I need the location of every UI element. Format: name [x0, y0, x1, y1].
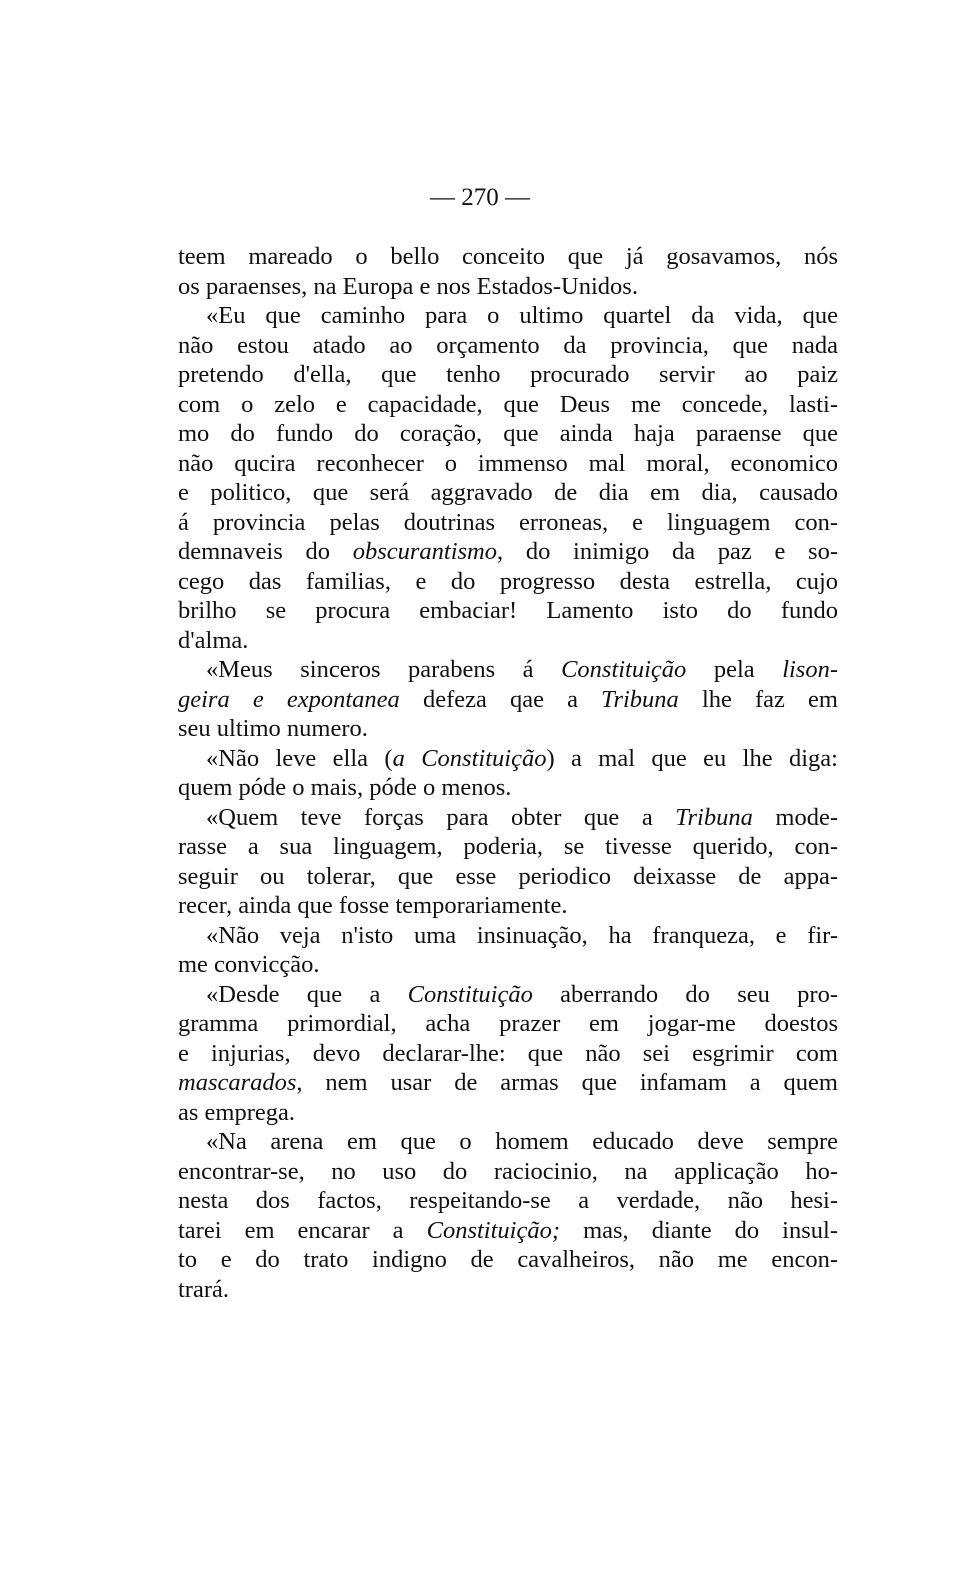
text-line	[178, 980, 838, 1010]
text-segment: pretendo d'ella, que tenho procurado servir ao paiz	[178, 361, 838, 388]
text-segment: quem póde o mais, póde o menos.	[178, 774, 512, 801]
text-segment: demnaveis do	[178, 538, 353, 565]
text-line	[178, 419, 838, 449]
text-line	[178, 567, 838, 597]
text-line	[178, 1098, 838, 1128]
italic-text: a Constituição	[392, 744, 547, 772]
italic-text: lison-	[782, 656, 838, 683]
text-line	[178, 478, 838, 508]
text-segment: não qucira reconhecer o immenso mal moral, economico	[178, 449, 838, 477]
paragraph	[178, 803, 838, 921]
text-segment: rasse a sua linguagem, poderia, se tivesse querido, con-	[178, 833, 838, 860]
text-segment: seu ultimo numero.	[178, 715, 368, 742]
text-line	[178, 537, 838, 567]
text-line	[178, 301, 838, 331]
paragraph	[178, 980, 838, 1128]
text-line	[178, 773, 838, 803]
text-segment: seguir ou tolerar, que esse periodico deixasse de appa-	[178, 862, 838, 890]
text-segment: e politico, que será aggravado de dia em dia, causado	[178, 479, 838, 506]
italic-text: Constituição	[407, 980, 533, 1008]
text-line	[178, 1157, 838, 1187]
text-segment: to e do trato indigno de cavalheiros, não me encon-	[178, 1246, 838, 1273]
paragraph	[178, 242, 838, 301]
text-line	[178, 508, 838, 538]
text-segment: defeza qae a	[399, 685, 602, 713]
text-line	[178, 803, 838, 833]
italic-text: obscurantismo	[352, 538, 497, 565]
text-line	[178, 950, 838, 980]
text-line	[178, 862, 838, 892]
text-line	[178, 921, 838, 951]
text-line	[178, 596, 838, 626]
text-line	[178, 1127, 838, 1157]
text-line	[178, 714, 838, 744]
text-segment: mode-	[752, 803, 838, 831]
text-line	[178, 832, 838, 862]
text-line	[178, 242, 838, 272]
text-segment: teem mareado o bello conceito que já gosavamos, nós	[178, 243, 838, 270]
text-line	[178, 449, 838, 479]
italic-text: mascarados	[178, 1069, 297, 1096]
text-segment: «Quem teve forças para obter que a	[206, 803, 676, 831]
text-line	[178, 390, 838, 420]
text-segment: «Meus sinceros parabens á	[206, 656, 562, 683]
paragraph	[178, 744, 838, 803]
text-line	[178, 891, 838, 921]
text-segment: d'alma.	[178, 626, 249, 654]
text-segment: encontrar-se, no uso do raciocinio, na applicação ho-	[178, 1157, 838, 1185]
text-segment: trará.	[178, 1275, 229, 1303]
text-segment: «Não leve ella (	[206, 744, 393, 772]
text-line	[178, 1068, 838, 1098]
text-segment: recer, ainda que fosse temporariamente.	[178, 892, 568, 919]
text-segment: «Na arena em que o homem educado deve sempre	[206, 1128, 838, 1155]
page-number: — 270 —	[430, 184, 530, 211]
italic-text: Tribuna	[601, 685, 679, 713]
text-segment: me convicção.	[178, 951, 320, 978]
paragraph	[178, 921, 838, 980]
text-line	[178, 1009, 838, 1039]
text-line	[178, 1245, 838, 1275]
text-line	[178, 272, 838, 302]
text-segment: brilho se procura embaciar! Lamento isto do fundo	[178, 597, 838, 624]
text-segment: os paraenses, na Europa e nos Estados-Unidos.	[178, 272, 638, 300]
text-segment: «Desde que a	[206, 980, 408, 1008]
paragraph	[178, 1127, 838, 1304]
text-segment: ) a mal que eu lhe diga:	[546, 744, 838, 772]
text-line	[178, 685, 838, 715]
text-segment: não estou atado ao orçamento da provincia, que nada	[178, 331, 838, 359]
text-line	[178, 360, 838, 390]
body-text	[178, 242, 838, 1304]
paragraph	[178, 301, 838, 655]
text-line	[178, 331, 838, 361]
paragraph	[178, 655, 838, 744]
text-segment: tarei em encarar a	[178, 1216, 427, 1244]
text-segment: nesta dos factos, respeitando-se a verdade, não hesi-	[178, 1187, 838, 1214]
text-line	[178, 1216, 838, 1246]
text-segment: , nem usar de armas que infamam a quem	[296, 1069, 838, 1096]
italic-text: Constituição	[561, 656, 687, 683]
italic-text: Constituição;	[426, 1216, 561, 1244]
text-segment: «Não veja n'isto uma insinuação, ha franqueza, e fir-	[206, 921, 838, 949]
text-segment: as emprega.	[178, 1098, 295, 1126]
italic-text: Tribuna	[675, 803, 753, 831]
text-segment: aberrando do seu pro-	[532, 980, 838, 1008]
text-segment: com o zelo e capacidade, que Deus me concede, lasti-	[178, 390, 838, 418]
text-segment: e injurias, devo declarar-lhe: que não sei esgrimir com	[178, 1039, 838, 1067]
text-segment: gramma primordial, acha prazer em jogar-me doestos	[178, 1010, 838, 1037]
text-line	[178, 1186, 838, 1216]
italic-text: geira e expontanea	[178, 685, 400, 713]
text-line	[178, 655, 838, 685]
text-line	[178, 626, 838, 656]
text-segment: mo do fundo do coração, que ainda haja paraense que	[178, 420, 838, 447]
text-segment: , do inimigo da paz e so-	[496, 538, 838, 565]
text-segment: mas, diante do insul-	[560, 1216, 838, 1244]
text-segment: lhe faz em	[678, 685, 838, 713]
text-segment: á provincia pelas doutrinas erroneas, e linguagem con-	[178, 508, 838, 536]
text-line	[178, 1275, 838, 1305]
text-segment: pela	[686, 656, 783, 683]
text-line	[178, 744, 838, 774]
text-line	[178, 1039, 838, 1069]
text-segment: cego das familias, e do progresso desta estrella, cujo	[178, 567, 838, 595]
text-segment: «Eu que caminho para o ultimo quartel da vida, que	[206, 302, 838, 329]
